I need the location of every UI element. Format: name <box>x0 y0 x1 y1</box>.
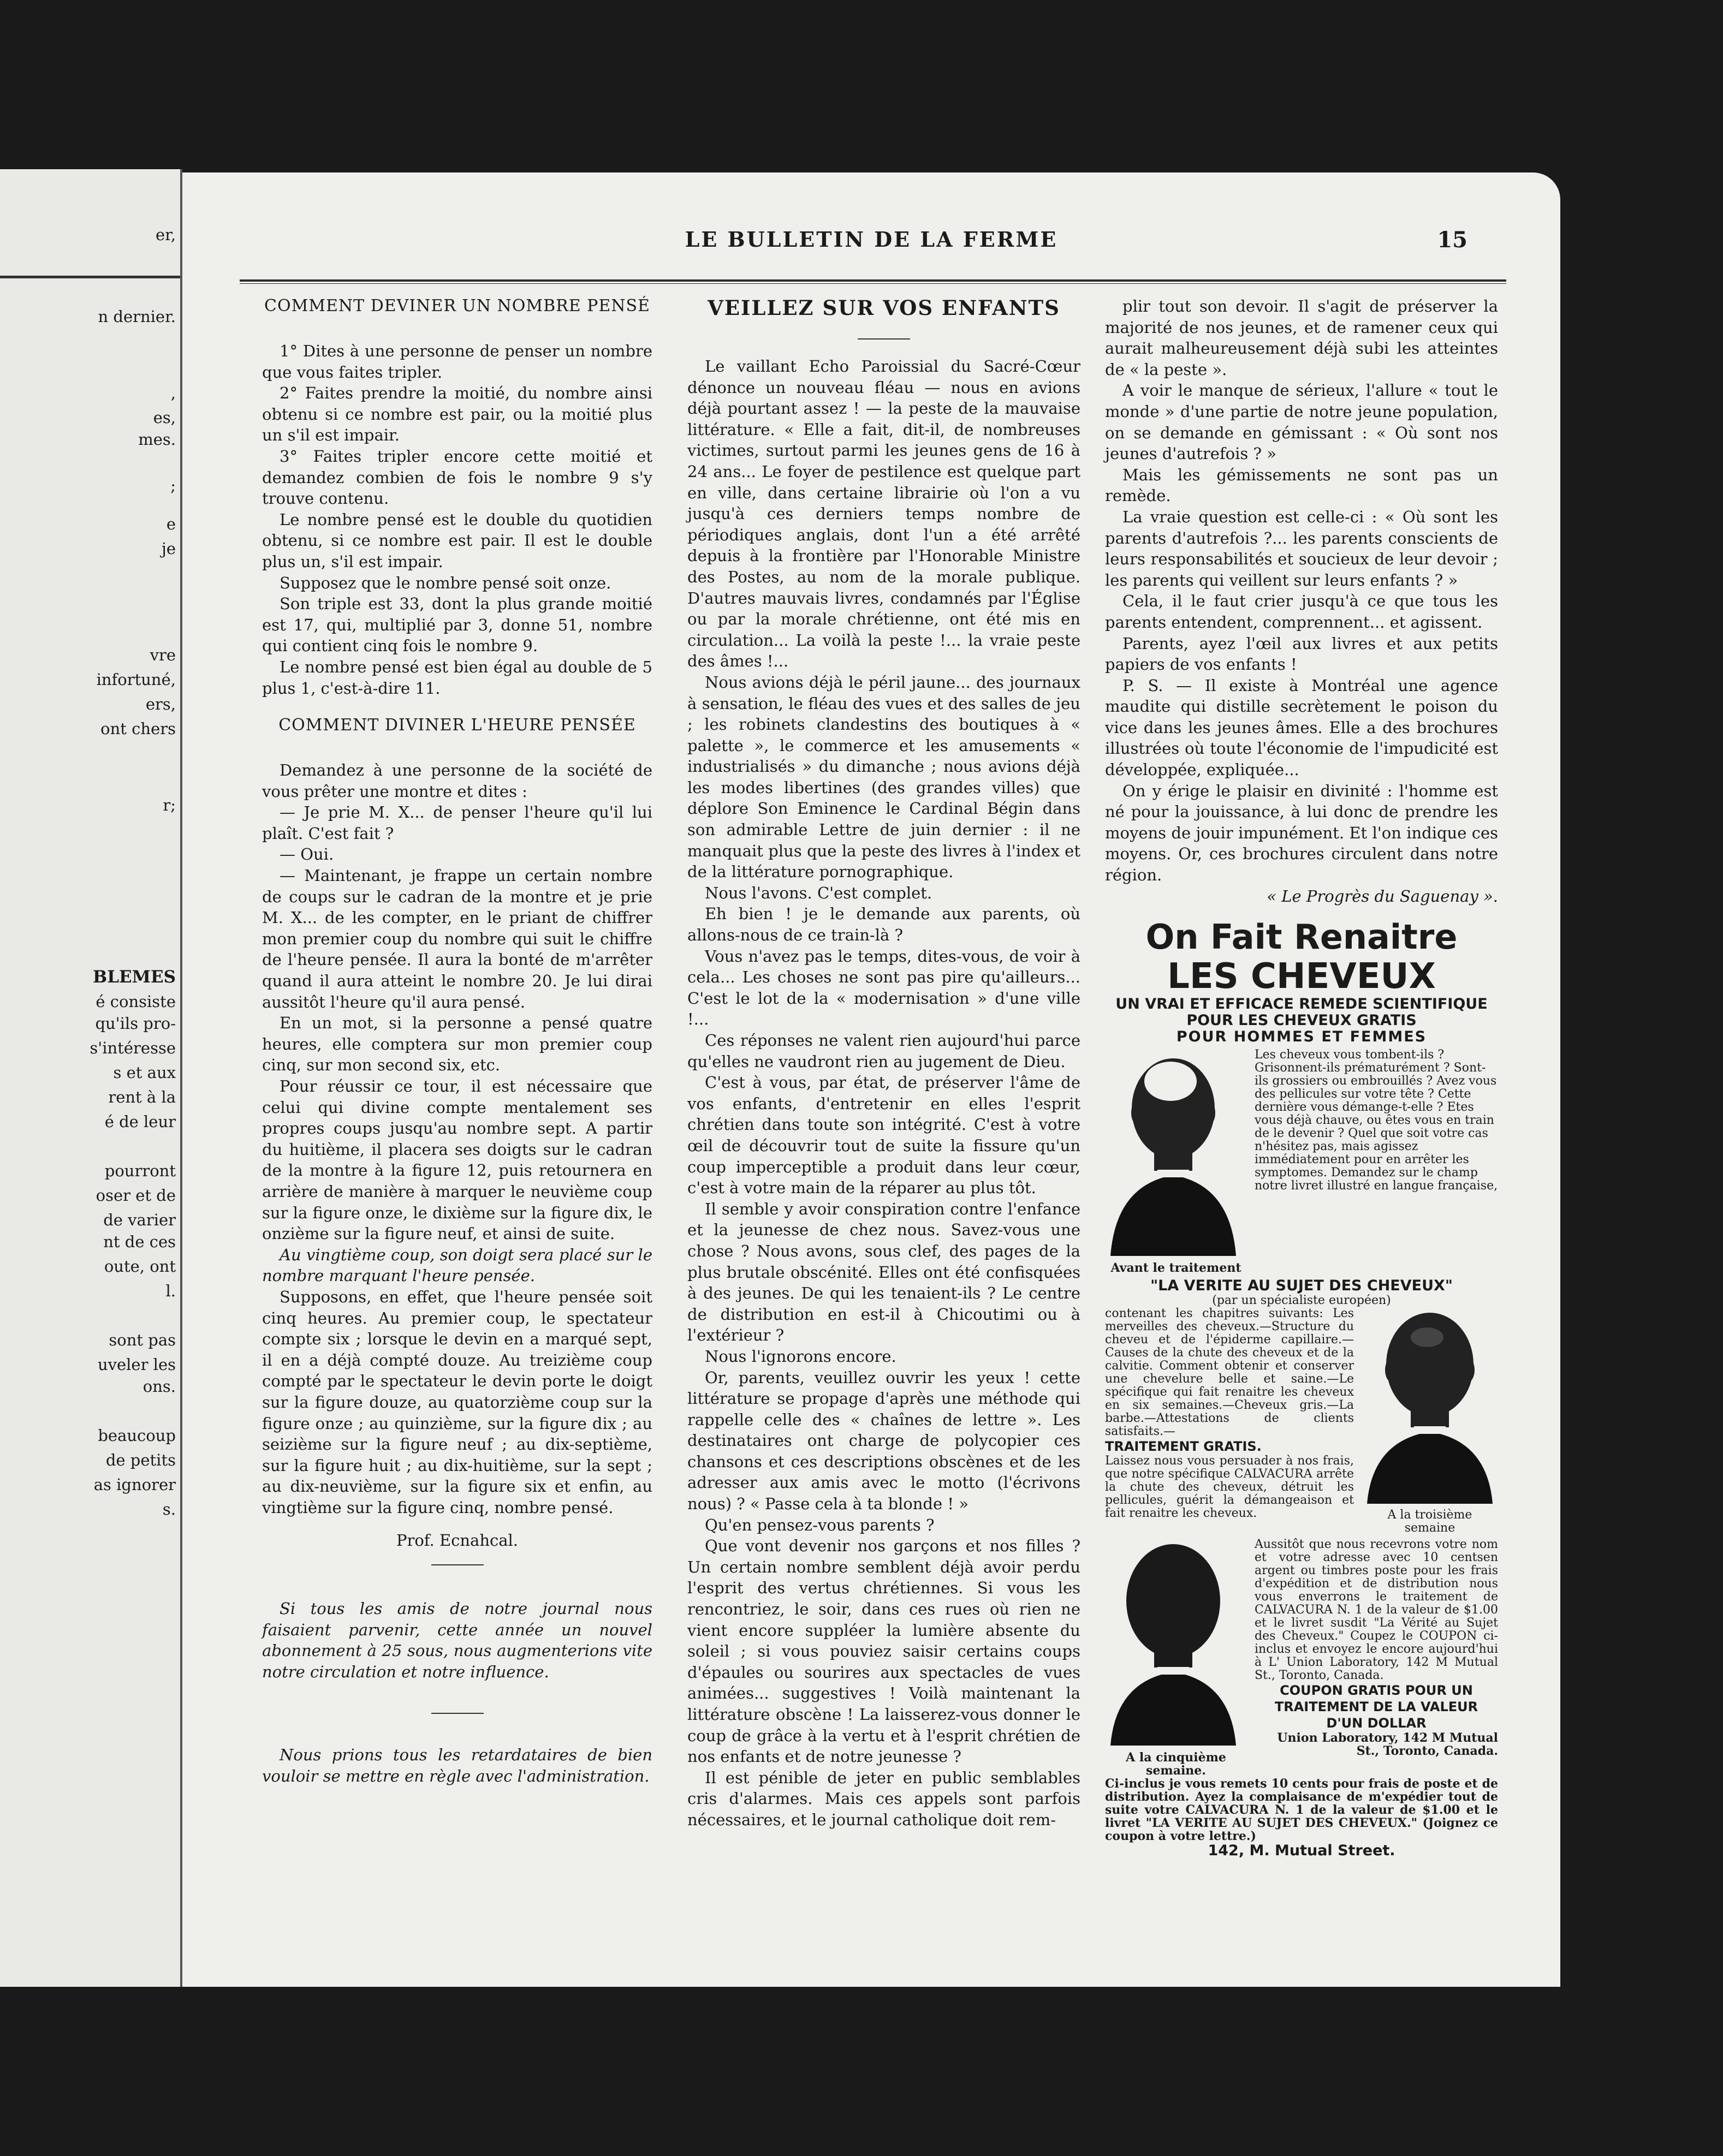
ad-audience: POUR HOMMES ET FEMMES <box>1176 1028 1427 1046</box>
previous-page-text: ont chers <box>100 719 176 738</box>
previous-page-text: n dernier. <box>98 307 176 326</box>
paragraph: Il est pénible de jeter en public semblables cris d'alarmes. Mais ces appels sont parfois nécessaires, et le journal catholique doit rem- <box>687 1768 1080 1829</box>
subscription-notice: Si tous les amis de notre journal nous faisaient parvenir, cette année un nouvel abonnement à 25 sous, nous augmenterions vite notre circulation et notre influence. <box>262 1599 652 1681</box>
caption-fifth-week: A la cinquième semaine. <box>1126 1750 1226 1778</box>
paragraph: On y érige le plaisir en divinité : l'homme est né pour la jouissance, à lui donc de prendre les moyens de jouir impunément. Et l'on indique ces moyens. Or, ces brochures circulent dans notre région. <box>1105 781 1498 885</box>
previous-page-text: s et aux <box>113 1063 176 1082</box>
article-hour-body-end <box>262 1287 652 1518</box>
previous-page-text: je <box>161 539 176 558</box>
article-title-hour: COMMENT DIVINER L'HEURE PENSÉE <box>278 716 636 735</box>
signature: Prof. Ecnahcal. <box>396 1531 519 1550</box>
previous-page-text: vre <box>150 646 176 664</box>
paragraph: Que vont devenir nos garçons et nos filles ? Un certain nombre semblent déjà avoir perdu l'esprit des vertus chrétiennes. Si vous les rencontriez, le soir, dans ces rues où rien ne vient encore suppléer la lumière absente du soleil ; si vous pouviez saisir certains coups d'épaules ou sourires aux spectacles de vues animées... suggestives ! Voilà maintenant la littérature obscène ! La laisserez-vous donner le coup de grâce à la vertu et à l'esprit chrétien de nos enfants et de notre jeunesse ? <box>687 1536 1080 1766</box>
ad-address: Union Laboratory, 142 M Mutual St., Toronto, Canada. <box>1277 1731 1498 1759</box>
previous-page-text: r; <box>163 796 176 814</box>
ad-offer: Laissez nous vous persuader à nos frais, que notre spécifique CALVACURA arrête la chute des cheveux, détruit les pellicules, guérit la démangeaison et fait renaitre les cheveux. <box>1105 1454 1354 1520</box>
late-payers-notice: Nous prions tous les retardataires de bien vouloir se mettre en règle avec l'administration. <box>262 1746 652 1786</box>
paragraph: 3° Faites tripler encore cette moitié et demandez combien de fois le nombre 9 s'y trouve contenu. <box>262 446 652 508</box>
ad-headline-2: LES CHEVEUX <box>1167 956 1436 997</box>
paragraph: Demandez à une personne de la société de vous prêter une montre et dites : <box>262 761 652 801</box>
paragraph: — Je prie M. X... de penser l'heure qu'il lui plaît. C'est fait ? <box>262 803 652 843</box>
previous-page-text: ; <box>170 477 176 495</box>
italic-paragraph: Au vingtième coup, son doigt sera placé sur le nombre marquant l'heure pensée. <box>262 1245 652 1285</box>
newspaper-page <box>182 172 1560 1987</box>
paragraph: — Oui. <box>280 845 334 864</box>
previous-page-text: e <box>166 515 176 533</box>
head-fifth-week-illustration <box>1105 1538 1241 1746</box>
previous-page-text: er, <box>155 225 176 244</box>
head-third-week-illustration <box>1362 1307 1498 1504</box>
previous-page-rule <box>0 276 180 278</box>
paragraph: Cela, il le faut crier jusqu'à ce que tous les parents entendent, comprennent... et agissent. <box>1105 592 1498 632</box>
article-title-children: VEILLEZ SUR VOS ENFANTS <box>708 296 1060 320</box>
paragraph: plir tout son devoir. Il s'agit de préserver la majorité de nos jeunes, et de ramener ceux qui aurait malheureusement déjà subi les atteintes de « la peste ». <box>1105 297 1498 379</box>
separator-rule <box>431 1564 484 1565</box>
ad-book-subtitle: (par un spécialiste européen) <box>1212 1293 1391 1307</box>
previous-page-text: , <box>170 384 176 402</box>
previous-page-text: mes. <box>138 430 176 449</box>
paragraph: Le nombre pensé est le double du quotidien obtenu, si ce nombre est pair. Il est le double plus un, s'il est impair. <box>262 510 652 571</box>
previous-page-text: qu'ils pro- <box>95 1014 176 1033</box>
paragraph: Mais les gémissements ne sont pas un remède. <box>1105 465 1498 505</box>
title-rule <box>858 338 910 340</box>
separator-rule <box>431 1713 484 1714</box>
article-children-continued <box>1105 296 1498 886</box>
paragraph: Il semble y avoir conspiration contre l'enfance et la jeunesse de chez nous. Savez-vous une chose ? Nous avons, sous clef, des pages de la plus brutale obscénité. Elles ont été confisquées à des jeunes. De qui les tenaient-ils ? Le centre de distribution en est-il à Chicoutimi ou à l'extérieur ? <box>687 1199 1080 1345</box>
ad-book-title: "LA VERITE AU SUJET DES CHEVEUX" <box>1150 1277 1453 1294</box>
paragraph: Qu'en pensez-vous parents ? <box>705 1515 935 1534</box>
article-title-number: COMMENT DEVINER UN NOMBRE PENSÉ <box>264 296 650 315</box>
previous-page-text: de varier <box>103 1211 176 1229</box>
paragraph: La vraie question est celle-ci : « Où sont les parents d'autrefois ?... les parents conscients de leurs responsabilités et soucieux de leur devoir ; les parents qui veillent sur leurs enfants ? » <box>1105 507 1498 589</box>
previous-page-text: oser et de <box>96 1186 176 1205</box>
previous-page-text: pourront <box>104 1162 176 1180</box>
paragraph: Pour réussir ce tour, il est nécessaire que celui qui divine compte mentalement ses propres coups jusqu'au nombre sept. A partir du huitième, il placera ses doigts sur le cadran de la montre à la figure 12, puis retournera en arrière de manière à marquer le neuvième coup sur la figure onze, le dixième sur la figure dix, le onzième sur la figure neuf, et ainsi de suite. <box>262 1077 652 1243</box>
head-before-illustration <box>1105 1049 1241 1256</box>
caption-third-week: A la troisième semaine <box>1387 1508 1472 1535</box>
column-children <box>687 296 1080 1831</box>
ad-offer-2: Aussitôt que nous recevrons votre nom et votre adresse avec 10 centsen argent ou timbres poste pour les frais d'expédition et de distribution nous vous enverrons le traitement de CALVACURA N. 1 de la valeur de $1.00 et le livret susdit "La Vérité au Sujet des Cheveux." Coupez le COUPON ci-inclus et envoyez le encore aujourd'hui à L' Union Laboratory, 142 M Mutual St., Toronto, Canada. <box>1255 1538 1498 1683</box>
ad-contents: contenant les chapitres suivants: Les merveilles des cheveux.—Structure du cheveu et de l'épiderme capillaire.—Causes de la chute des cheveux et de la calvitie. Comment obtenir et conserver une chevelure belle et saine.—Le spécifique qui fait renaitre les cheveux en six semaines.—Cheveux gris.—La barbe.—Attestations de clients satisfaits.— <box>1105 1306 1354 1438</box>
paragraph: Ces réponses ne valent rien aujourd'hui parce qu'elles ne vaudront rien au jugement de Dieu. <box>687 1031 1080 1071</box>
article-number-body <box>262 341 652 699</box>
source-credit: « Le Progrès du Saguenay ». <box>1267 886 1498 906</box>
previous-page-text: é de leur <box>104 1112 176 1131</box>
ad-coupon-text: Ci-inclus je vous remets 10 cents pour frais de poste et de distribution. Ayez la complaisance de m'expédier tout de suite votre CALVACURA N. 1 de la valeur de $1.00 et le livret "LA VERITE AU SUJET DES CHEVEUX." (Joignez ce coupon à votre lettre.) <box>1105 1777 1498 1843</box>
ad-questions: Les cheveux vous tombent-ils ? Grisonnent-ils prématurément ? Sont-ils grossiers ou embrouillés ? Avez vous des pellicules sur votre tête ? Cette dernière vous démange-t-elle ? Etes vous déjà chauve, ou êtes vous en train de le devenir ? Quel que soit votre cas n'hésitez pas, mais agissez immédiatement pour en arrêter les symptomes. Demandez sur le champ notre livret illustré en langue française, <box>1255 1048 1498 1193</box>
previous-page-text: as ignorer <box>93 1475 176 1494</box>
column-games <box>262 296 652 1787</box>
previous-page-text: infortuné, <box>96 670 176 689</box>
paragraph: Nous l'ignorons encore. <box>705 1347 896 1366</box>
hair-advertisement <box>1105 918 1498 1859</box>
previous-page-fragment <box>0 169 182 1987</box>
paragraph: C'est à vous, par état, de préserver l'âme de vos enfants, d'entretenir en elles l'esprit chrétien dans toute son intégrité. C'est à votre œil de découvrir tout de suite la fissure qu'un coup imperceptible a produit dans leur cœur, c'est à votre main de la réparer au plus tôt. <box>687 1073 1080 1198</box>
ad-coupon-headline: COUPON GRATIS POUR UN TRAITEMENT DE LA VALEUR D'UN DOLLAR <box>1274 1683 1478 1731</box>
ad-free-treatment: TRAITEMENT GRATIS. <box>1105 1438 1262 1454</box>
paragraph: 1° Dites à une personne de penser un nombre que vous faites tripler. <box>262 342 652 382</box>
previous-page-text: rent à la <box>108 1088 176 1106</box>
column-continued <box>1105 296 1498 1859</box>
paragraph: A voir le manque de sérieux, l'allure « tout le monde » d'une partie de notre jeune population, on se demande en gémissant : « Où sont nos jeunes d'autrefois ? » <box>1105 381 1498 463</box>
previous-page-text: es, <box>153 408 176 427</box>
paragraph: Eh bien ! je le demande aux parents, où allons-nous de ce train-là ? <box>687 904 1080 945</box>
header-rule-thin <box>240 283 1506 284</box>
previous-page-text: ers, <box>145 695 176 713</box>
paragraph: En un mot, si la personne a pensé quatre heures, elle comptera sur mon premier coup cinq, sur mon second six, etc. <box>262 1014 652 1075</box>
paragraph: — Maintenant, je frappe un certain nombre de coups sur le cadran de la montre et je prie M. X... de les compter, en le priant de chiffrer mon premier coup du nombre qui suit le chiffre de l'heure pensée. Il aura la bonté de m'arrêter quand il aura atteint le nombre 20. Je lui dirai aussitôt l'heure qu'il aura pensé. <box>262 866 652 1011</box>
article-hour-body <box>262 760 652 1244</box>
paragraph: Nous avions déjà le péril jaune... des journaux à sensation, le fléau des vues et des salles de jeu ; les robinets clandestins des boutiques à « palette », le commerce et les amusements « industrialisés » du dimanche ; nous avions déjà les modes libertines (des grandes villes) que déplore Son Eminence le Cardinal Bégin dans son admirable Lettre de juin dernier : il ne manquait plus que la peste des livres à l'index et de la littérature pornographique. <box>687 672 1080 882</box>
paragraph: Le vaillant Echo Paroissial du Sacré-Cœur dénonce un nouveau fléau — nous en avions déjà pourtant assez ! — la peste de la mauvaise littérature. « Elle a fait, dit-il, de nombreuses victimes, surtout parmi les jeunes gens de 16 à 24 ans... Le foyer de pestilence est quelque part en ville, dans certaine librairie où l'on a vu jusqu'à ces derniers temps nombre de périodiques anglais, dont l'un a été arrêté depuis à la frontière par l'Honorable Ministre des Postes, au nom de la morale publique. D'autres mauvais livres, condamnés par l'Église ou par la morale chrétienne, ont été mis en circulation... La voilà la peste !... la vraie peste des âmes !... <box>687 357 1080 671</box>
header-rule <box>240 279 1506 282</box>
previous-page-text: BLEMES <box>93 967 176 987</box>
previous-page-text: uveler les <box>97 1355 176 1374</box>
paragraph: Supposons, en effet, que l'heure pensée soit cinq heures. Au premier coup, le spectateur compte six ; lorsque le devin en a marqué sept, il en a déjà compté douze. Au treizième coup compté par le spectateur le devin porte le doigt sur la figure douze, au quatorzième coup sur la figure onze ; au quinzième, sur la figure dix ; au seizième sur la figure neuf ; au dix-septième, sur la figure huit ; au dix-huitième, sur la sept ; au dix-neuvième, sur la figure six et enfin, au vingtième sur la figure cinq, nombre pensé. <box>262 1287 652 1517</box>
paragraph: Le nombre pensé est bien égal au double de 5 plus 1, c'est-à-dire 11. <box>262 657 652 698</box>
previous-page-text: s'intéresse <box>90 1039 176 1057</box>
previous-page-text: nt de ces <box>103 1232 176 1251</box>
running-head: LE BULLETIN DE LA FERME <box>685 227 1058 252</box>
paragraph: P. S. — Il existe à Montréal une agence maudite qui distille secrètement le poison du vice dans les jeunes âmes. Elle a des brochures illustrées où toute l'économie de l'impudicité est développée, expliquée... <box>1105 676 1498 779</box>
paragraph: Son triple est 33, dont la plus grande moitié est 17, qui, multiplié par 3, donne 51, nombre qui contient cinq fois le nombre 9. <box>262 594 652 656</box>
ad-headline-1: On Fait Renaitre <box>1145 917 1458 957</box>
previous-page-text: sont pas <box>109 1331 176 1349</box>
previous-page-text: ons. <box>142 1377 176 1396</box>
page-number: 15 <box>1437 227 1467 253</box>
paragraph: Or, parents, veuillez ouvrir les yeux ! cette littérature se propage d'après une méthode qui rappelle celle des « chaînes de lettre ». Les destinataires ont charge de polycopier ces chansons et ces descriptions obscènes et de les adresser aux amis avec le motto (l'écrivons nous) ? « Passe cela à ta blonde ! » <box>687 1368 1080 1514</box>
paragraph: Nous l'avons. C'est complet. <box>705 883 932 902</box>
ad-street: 142, M. Mutual Street. <box>1208 1842 1395 1859</box>
previous-page-text: oute, ont <box>104 1257 176 1276</box>
article-children-body <box>687 356 1080 1831</box>
previous-page-text: s. <box>162 1500 176 1518</box>
previous-page-text: de petits <box>105 1451 176 1469</box>
ad-subheadline: UN VRAI ET EFFICACE REMEDE SCIENTIFIQUE POUR LES CHEVEUX GRATIS <box>1115 996 1488 1029</box>
previous-page-text: beaucoup <box>98 1426 176 1445</box>
paragraph: Supposez que le nombre pensé soit onze. <box>280 573 611 592</box>
previous-page-text: é consiste <box>96 992 176 1011</box>
paragraph: 2° Faites prendre la moitié, du nombre ainsi obtenu si ce nombre est pair, ou la moitié plus un s'il est impair. <box>262 384 652 445</box>
paragraph: Parents, ayez l'œil aux livres et aux petits papiers de vos enfants ! <box>1105 634 1498 674</box>
previous-page-text: l. <box>165 1282 176 1300</box>
paragraph: Vous n'avez pas le temps, dites-vous, de voir à cela... Les choses ne sont pas pire qu'ailleurs... C'est le lot de la « modernisation » d'une ville !... <box>687 946 1080 1029</box>
caption-before: Avant le traitement <box>1110 1260 1241 1275</box>
